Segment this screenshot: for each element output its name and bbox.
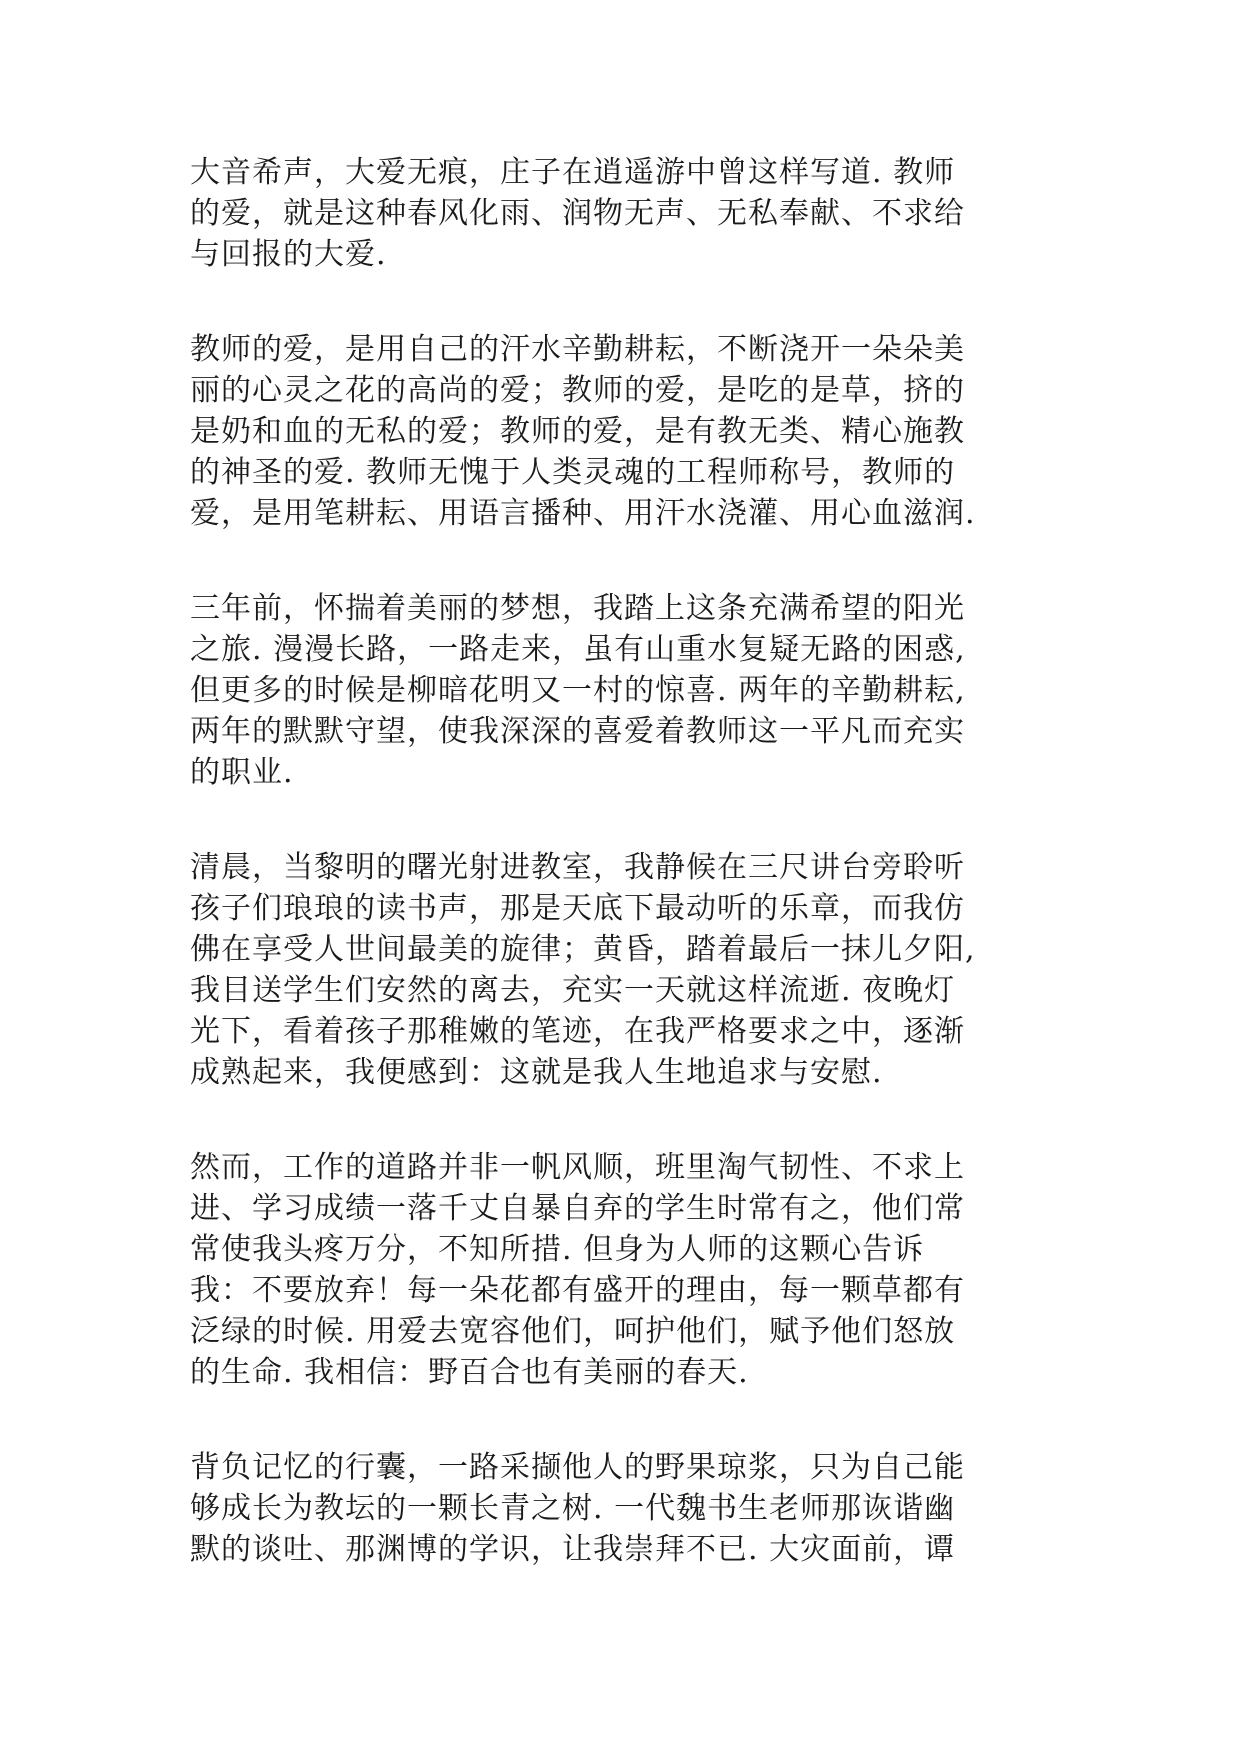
paragraph	[190, 152, 1070, 275]
text-line: 成熟起来，我便感到：这就是我人生地追求与安慰.	[190, 1055, 883, 1090]
text-line: 爱，是用笔耕耘、用语言播种、用汗水浇灌、用心血滋润.	[190, 496, 976, 531]
paragraph	[190, 329, 1070, 534]
text-line: 两年的默默守望，使我深深的喜爱着教师这一平凡而充实	[190, 714, 965, 749]
text-line: 之旅. 漫漫长路，一路走来，虽有山重水复疑无路的困惑,	[190, 632, 966, 667]
text-line: 三年前，怀揣着美丽的梦想，我踏上这条充满希望的阳光	[190, 591, 965, 626]
document-body	[190, 152, 1070, 1624]
text-line: 常使我头疼万分，不知所措. 但身为人师的这颗心告诉	[190, 1232, 925, 1267]
text-line: 然而，工作的道路并非一帆风顺，班里淘气韧性、不求上	[190, 1150, 965, 1185]
text-line: 与回报的大爱.	[190, 237, 387, 272]
text-line: 默的谈吐、那渊博的学识，让我崇拜不已. 大灾面前，谭	[190, 1532, 956, 1567]
text-line: 我目送学生们安然的离去，充实一天就这样流逝. 夜晚灯	[190, 973, 956, 1008]
paragraph	[190, 847, 1070, 1093]
text-line: 背负记忆的行囊，一路采撷他人的野果琼浆，只为自己能	[190, 1450, 965, 1485]
text-line: 的神圣的爱. 教师无愧于人类灵魂的工程师称号，教师的	[190, 455, 956, 490]
text-line: 教师的爱，是用自己的汗水辛勤耕耘，不断浇开一朵朵美	[190, 332, 965, 367]
text-line: 清晨，当黎明的曙光射进教室，我静候在三尺讲台旁聆听	[190, 850, 965, 885]
text-line: 但更多的时候是柳暗花明又一村的惊喜. 两年的辛勤耕耘,	[190, 673, 966, 708]
text-line: 丽的心灵之花的高尚的爱；教师的爱，是吃的是草，挤的	[190, 373, 965, 408]
text-line: 进、学习成绩一落千丈自暴自弃的学生时常有之，他们常	[190, 1191, 965, 1226]
text-line: 够成长为教坛的一颗长青之树. 一代魏书生老师那诙谐幽	[190, 1491, 956, 1526]
text-line: 佛在享受人世间最美的旋律；黄昏，踏着最后一抹儿夕阳,	[190, 932, 976, 967]
text-line: 的生命. 我相信：野百合也有美丽的春天.	[190, 1355, 749, 1390]
text-line: 大音希声，大爱无痕，庄子在逍遥游中曾这样写道. 教师	[190, 155, 956, 190]
text-line: 泛绿的时候. 用爱去宽容他们，呵护他们，赋予他们怒放	[190, 1314, 956, 1349]
text-line: 孩子们琅琅的读书声，那是天底下最动听的乐章，而我仿	[190, 891, 965, 926]
text-line: 的爱，就是这种春风化雨、润物无声、无私奉献、不求给	[190, 196, 965, 231]
text-line: 的职业.	[190, 755, 294, 790]
text-line: 是奶和血的无私的爱；教师的爱，是有教无类、精心施教	[190, 414, 965, 449]
text-line: 光下，看着孩子那稚嫩的笔迹，在我严格要求之中，逐渐	[190, 1014, 965, 1049]
paragraph	[190, 1147, 1070, 1393]
paragraph	[190, 1447, 1070, 1570]
text-line: 我：不要放弃！每一朵花都有盛开的理由，每一颗草都有	[190, 1273, 965, 1308]
paragraph	[190, 588, 1070, 793]
